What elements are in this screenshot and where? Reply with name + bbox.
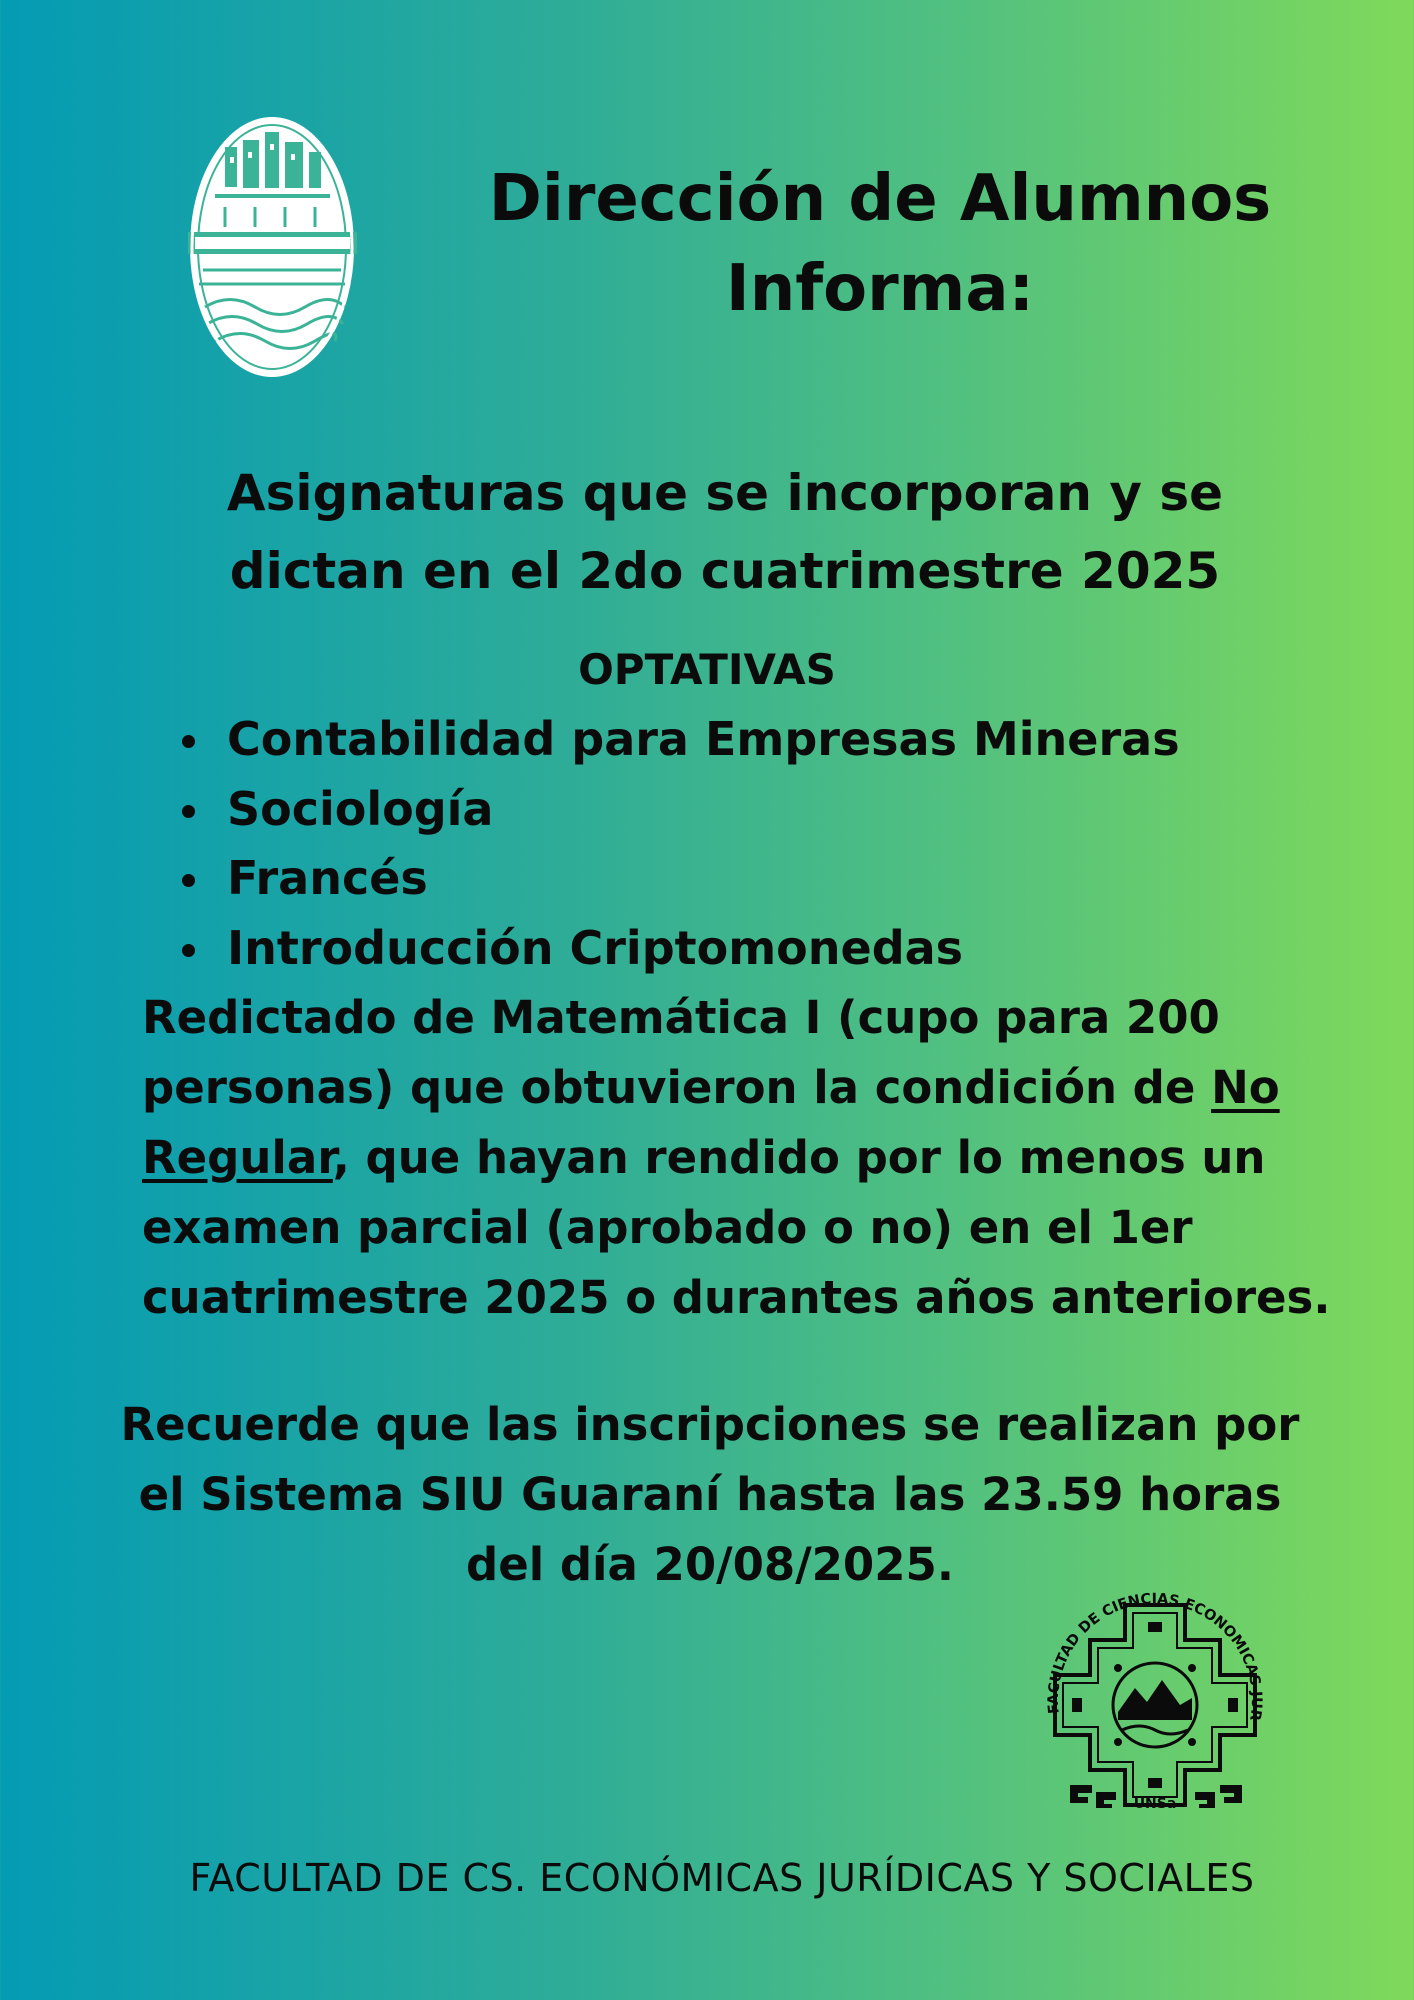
university-seal-icon [185, 112, 360, 382]
footer-faculty-name: FACULTAD DE CS. ECONÓMICAS JURÍDICAS Y SOCIALES [189, 1856, 1255, 1900]
title-line-2: Informa: [725, 251, 1035, 326]
university-logo [185, 112, 360, 382]
optativas-list [180, 705, 1280, 983]
faculty-logo [1030, 1580, 1280, 1830]
no-regular-emphasis: No Regular [142, 1061, 1280, 1184]
redictado-text-2: , que hayan rendido por lo menos un examen parcial (aprobado o no) en el 1er cuatrimestre 2025 o durantes años anteriores. [142, 1131, 1331, 1324]
list-item: Sociología [180, 775, 1280, 845]
reminder-note [110, 1390, 1310, 1600]
reminder-line-1: Recuerde que las inscripciones se realizan por [120, 1398, 1300, 1451]
list-item: Contabilidad para Empresas Mineras [180, 705, 1280, 775]
reminder-line-3: del día 20/08/2025. [466, 1538, 954, 1591]
redictado-paragraph [142, 983, 1362, 1333]
faculty-ring-text: FACULTAD DE CIENCIAS ECONOMICAS JUR [1045, 1591, 1265, 1722]
subtitle-line-1: Asignaturas que se incorporan y se [226, 464, 1224, 522]
subtitle [170, 455, 1280, 610]
faculty-seal-icon [1030, 1580, 1280, 1830]
reminder-line-2: el Sistema SIU Guaraní hasta las 23.59 horas [138, 1468, 1282, 1521]
title-line-1: Dirección de Alumnos [488, 162, 1272, 236]
list-item: Introducción Criptomonedas [180, 914, 1280, 984]
page-title [470, 155, 1290, 334]
faculty-center-text: UNSa [1133, 1796, 1177, 1812]
redictado-text-1: Redictado de Matemática I (cupo para 200 personas) que obtuvieron la condición de [142, 991, 1220, 1114]
list-item: Francés [180, 844, 1280, 914]
optativas-heading: OPTATIVAS [578, 645, 836, 694]
subtitle-line-2: dictan en el 2do cuatrimestre 2025 [229, 541, 1221, 600]
